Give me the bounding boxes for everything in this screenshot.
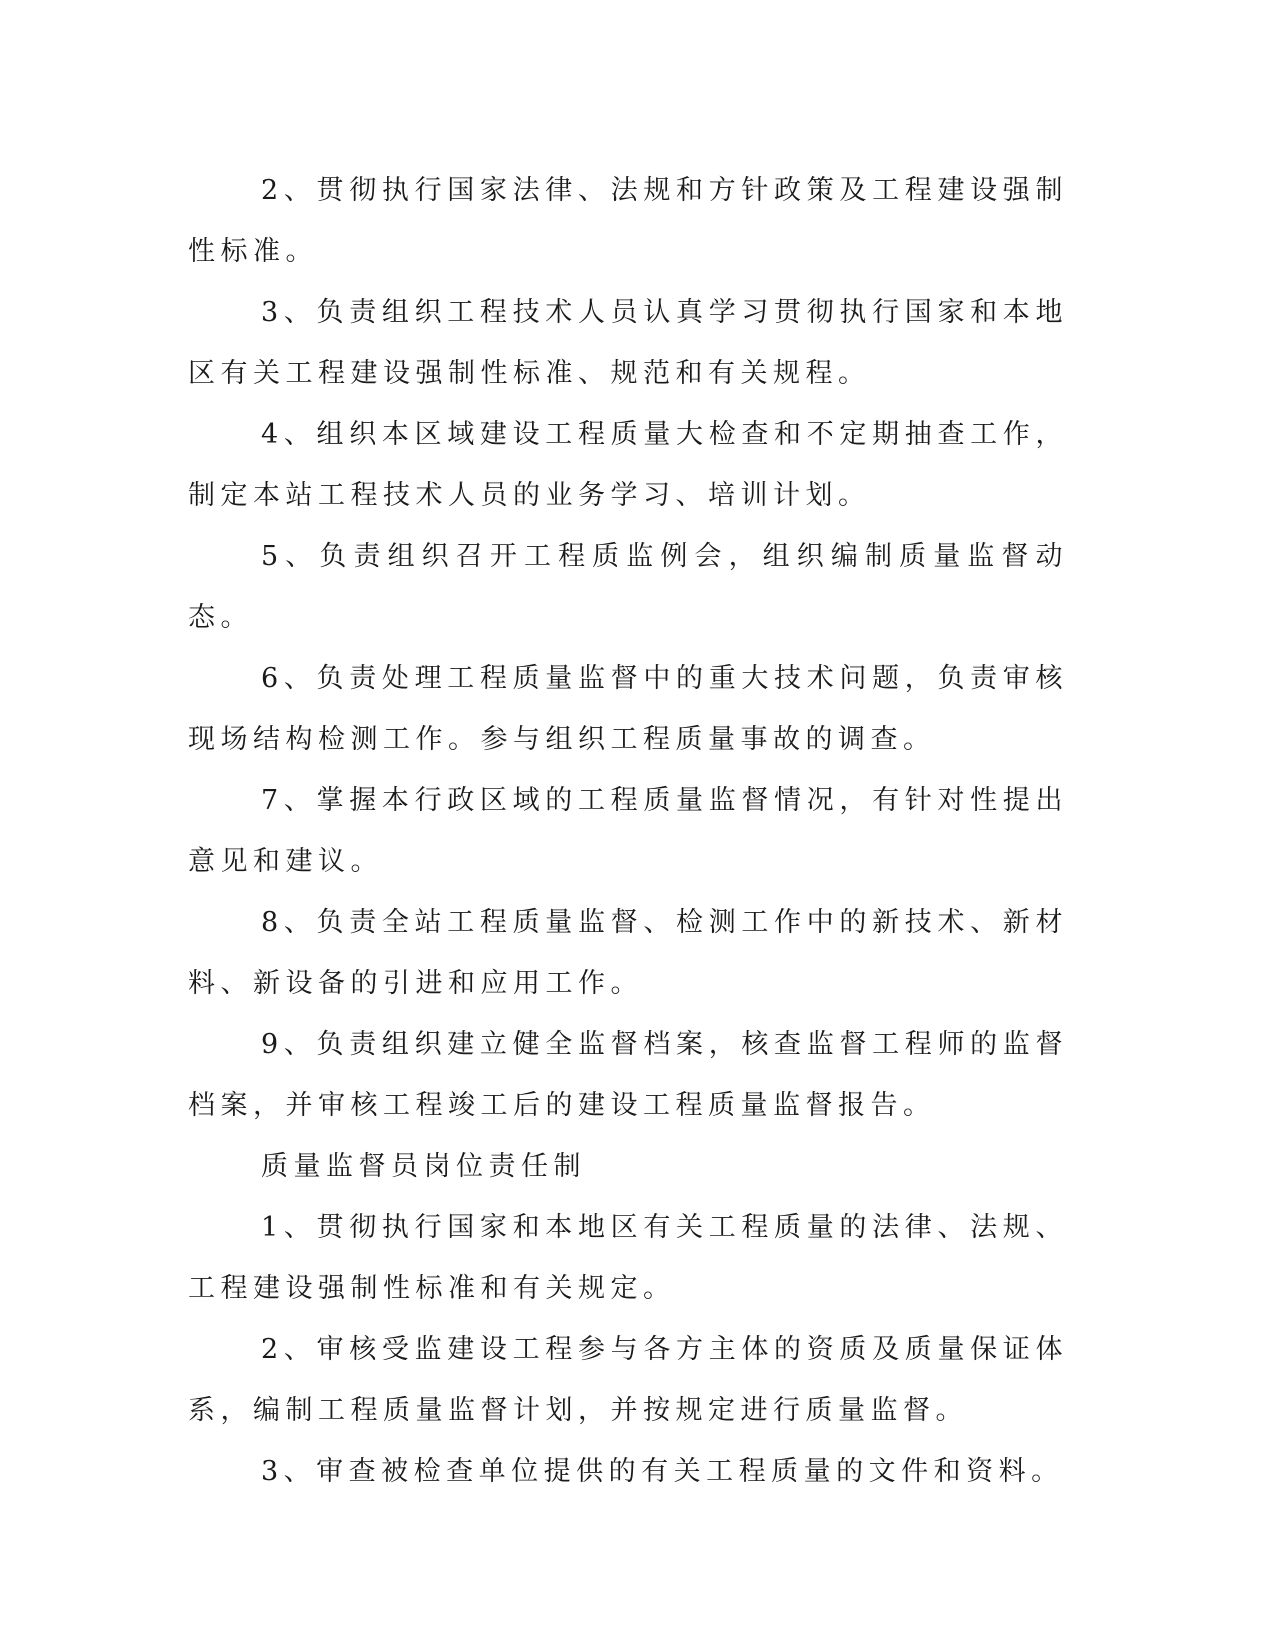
- paragraph: 4、组织本区域建设工程质量大检查和不定期抽查工作，制定本站工程技术人员的业务学习、培训计划。: [188, 419, 1068, 511]
- paragraph: 1、贯彻执行国家和本地区有关工程质量的法律、法规、工程建设强制性标准和有关规定。: [188, 1212, 1068, 1304]
- paragraph: 6、负责处理工程质量监督中的重大技术问题，负责审核现场结构检测工作。参与组织工程质量事故的调查。: [188, 663, 1068, 755]
- paragraph: 3、审查被检查单位提供的有关工程质量的文件和资料。: [261, 1456, 1064, 1487]
- section-heading: 质量监督员岗位责任制: [261, 1151, 586, 1182]
- paragraph: 9、负责组织建立健全监督档案，核查监督工程师的监督档案，并审核工程竣工后的建设工程质量监督报告。: [188, 1029, 1068, 1121]
- paragraph: 2、贯彻执行国家法律、法规和方针政策及工程建设强制性标准。: [188, 175, 1068, 267]
- document-body: [188, 160, 1068, 1502]
- paragraph: 5、负责组织召开工程质监例会，组织编制质量监督动态。: [188, 541, 1068, 633]
- paragraph: 3、负责组织工程技术人员认真学习贯彻执行国家和本地区有关工程建设强制性标准、规范和有关规程。: [188, 297, 1068, 389]
- paragraph: 7、掌握本行政区域的工程质量监督情况，有针对性提出意见和建议。: [188, 785, 1068, 877]
- paragraph: 8、负责全站工程质量监督、检测工作中的新技术、新材料、新设备的引进和应用工作。: [188, 907, 1068, 999]
- paragraph: 2、审核受监建设工程参与各方主体的资质及质量保证体系，编制工程质量监督计划，并按规定进行质量监督。: [188, 1334, 1068, 1426]
